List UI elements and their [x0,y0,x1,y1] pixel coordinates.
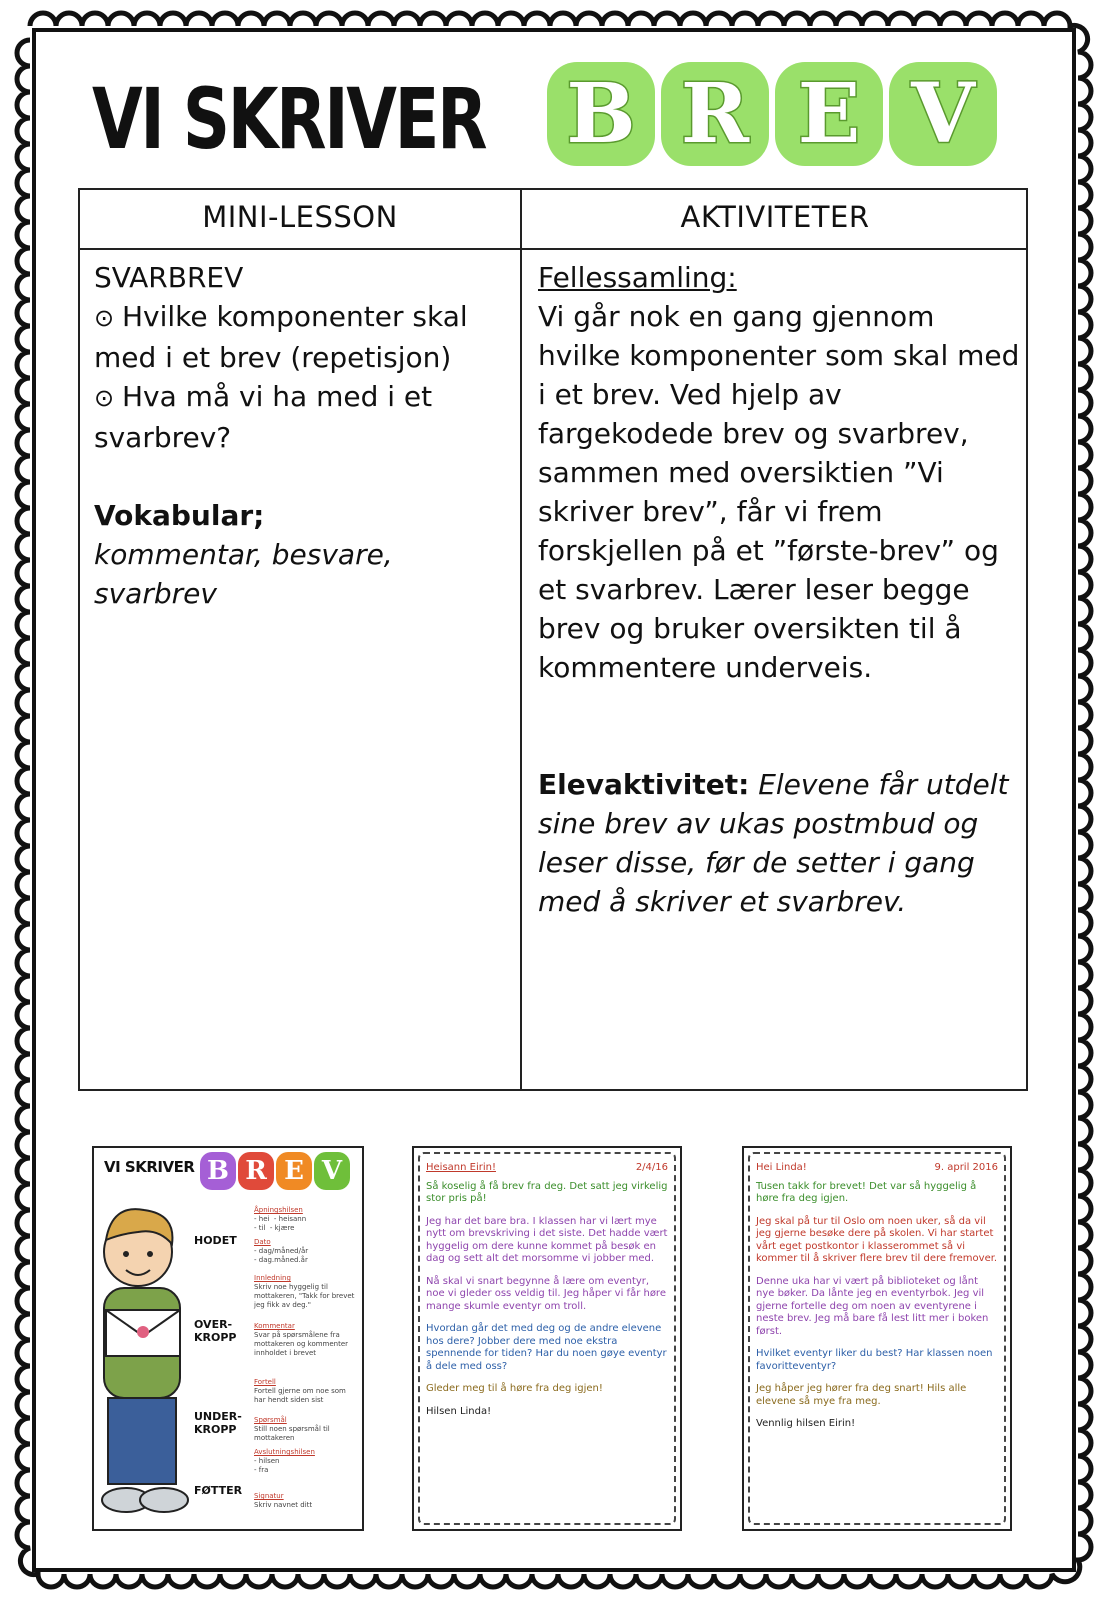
letter-thumbnail-1 [412,1146,682,1531]
vocab-words: kommentar, besvare, svarbrev [94,538,393,610]
title-text: VI SKRIVER [92,70,486,168]
aktiviteter-column [538,258,1024,921]
letter-paragraph: Jeg håper jeg hører fra deg snart! Hils alle elevene så mye fra meg. [756,1383,967,1407]
brev-letter-e: E [775,62,883,166]
letter-paragraph: Jeg har det bare bra. I klassen har vi lært mye nytt om brevskriving i det siste. Det hadde vært hyggelig om dere kunne kommet på besøk en dag og sett alt det morsomme vi jobber med. [426,1215,668,1264]
poster-letter-e: E [276,1152,312,1190]
poster-brev-letters [200,1152,350,1190]
letter-thumbnail-2 [742,1146,1012,1531]
letter-paragraph: Hvilket eventyr liker du best? Har klassen noen favoritteventyr? [756,1348,993,1372]
poster-note: Fortell Fortell gjerne om noe som har hendt siden sist [254,1378,346,1404]
elevaktivitet-paragraph [538,765,1024,921]
letter-signature: Hilsen Linda! [426,1405,492,1417]
poster-note: Kommentar Svar på spørsmålene fra mottakeren og kommenter innholdet i brevet [254,1322,349,1357]
elevaktivitet-text: Elevene får utdelt sine brev av ukas postmbud og leser disse, før de setter i gang med å skriver et svarbrev. [538,768,1009,918]
poster-note: Dato - dag/måned/år - dag.måned.år [254,1238,309,1264]
letter-paragraph: Gleder meg til å høre fra deg igjen! [426,1383,603,1394]
letter-body [756,1162,998,1441]
fellessamling-text: Vi går nok en gang gjennom hvilke komponenter som skal med i et brev. Ved hjelp av fargekodede brev og svarbrev, sammen med oversiktien ”Vi skriver brev”, får vi frem forskjellen på et ”første-brev” og et svarbrev. Lærer leser begge brev og bruker oversikten til å kommentere underveis. [538,300,1020,684]
header-mini-lesson: MINI-LESSON [202,200,398,234]
letter-greeting: Heisann Eirin! [426,1162,496,1173]
poster-label-fotter: FØTTER [194,1484,243,1497]
poster-thumbnail [92,1146,364,1531]
header-divider [80,248,1026,250]
header-aktiviteter: AKTIVITETER [680,200,870,234]
brev-letter-blocks [547,62,997,166]
bullet-icon: ⊙ [94,384,115,412]
column-divider [520,190,522,1089]
letter-greeting: Hei Linda! [756,1162,807,1173]
fellessamling-label: Fellessamling: [538,261,737,294]
poster-note: Avslutningshilsen - hilsen - fra [254,1448,315,1474]
poster-label-hodet: HODET [194,1234,237,1247]
mini-lesson-column [94,258,512,613]
letter-paragraph: Denne uka har vi vært på biblioteket og lånt nye bøker. Da lånte jeg en eventyrbok. Jeg vil gjerne fortelle deg om noen av eventyrene i neste brev. Jeg må bare få lest litt mer i boken først. [756,1275,989,1337]
page-title [92,62,1012,172]
letter-paragraph: Jeg skal på tur til Oslo om noen uker, så da vil jeg gjerne besøke dere på skolen. Vi har startet vårt eget postkontor i klasserommet så vi kommer til å skriver flere brev til dere fremover. [756,1215,998,1264]
brev-letter-r: R [661,62,769,166]
poster-title: VI SKRIVER [104,1158,195,1176]
poster-letter-b: B [200,1152,236,1190]
letter-paragraph: Så koselig å få brev fra deg. Det satt jeg virkelig stor pris på! [426,1180,668,1204]
letter-paragraph: Hvordan går det med deg og de andre elevene hos dere? Jobber dere med noe ekstra spennende for tiden? Har du noen gøye eventyr å dele med oss? [426,1323,667,1372]
poster-label-underkropp: UNDER- KROPP [194,1410,242,1436]
letter-body [426,1162,668,1428]
mini-lesson-heading: SVARBREV [94,261,244,294]
poster-note: Signatur Skriv navnet ditt [254,1492,313,1509]
lesson-table [78,188,1028,1091]
poster-letter-v: V [314,1152,350,1190]
bullet-item-2 [94,377,512,457]
brev-letter-v: V [889,62,997,166]
poster-note: Spørsmål Still noen spørsmål til mottakeren [254,1416,330,1442]
bullet-text-1: Hvilke komponenter skal med i et brev (repetisjon) [94,300,468,374]
letter-paragraph: Nå skal vi snart begynne å lære om eventyr, noe vi gleder oss veldig til. Jeg håper vi får høre mange skumle eventyr om troll. [426,1275,666,1312]
poster-label-overkropp: OVER- KROPP [194,1318,237,1344]
vocab-label: Vokabular; [94,499,265,532]
child-holding-letter-illustration [98,1192,192,1528]
poster-note: Innledning Skriv noe hyggelig til mottakeren, "Takk for brevet jeg fikk av deg." [254,1274,355,1309]
brev-letter-b: B [547,62,655,166]
poster-letter-r: R [238,1152,274,1190]
letter-paragraph: Tusen takk for brevet! Det var så hyggelig å høre fra deg igjen. [756,1180,977,1204]
elevaktivitet-label: Elevaktivitet: [538,768,750,801]
bullet-text-2: Hva må vi ha med i et svarbrev? [94,380,433,454]
bullet-item-1 [94,297,512,377]
bullet-icon: ⊙ [94,304,115,332]
letter-signature: Vennlig hilsen Eirin! [756,1418,856,1429]
letter-date: 2/4/16 [635,1162,668,1173]
poster-note: Åpningshilsen - hei - heisann - til - kjære [254,1206,307,1232]
letter-date: 9. april 2016 [934,1162,998,1173]
